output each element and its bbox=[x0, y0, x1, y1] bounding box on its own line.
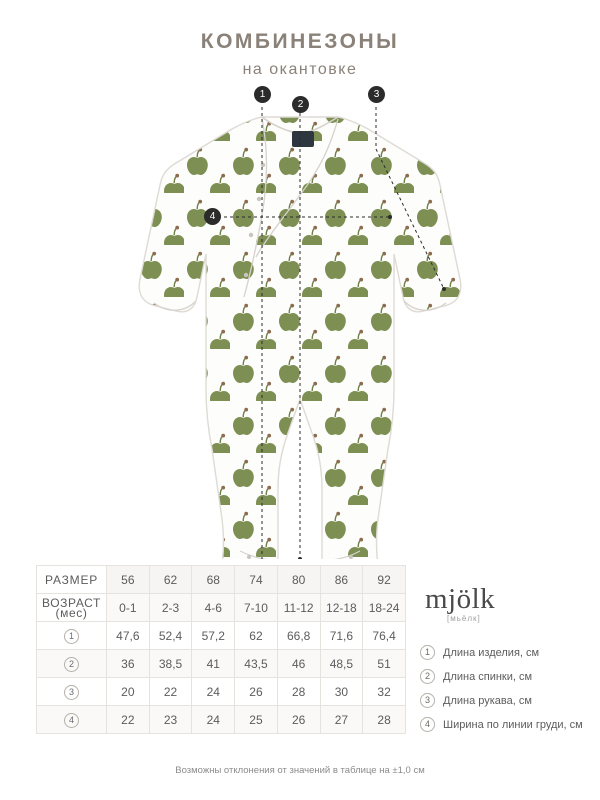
legend bbox=[420, 645, 583, 741]
measure-cell: 20 bbox=[107, 678, 150, 706]
page-title: КОМБИНЕЗОНЫ bbox=[200, 30, 400, 53]
measure-cell: 62 bbox=[235, 622, 278, 650]
brand-logo bbox=[425, 583, 585, 623]
age-cell: 11-12 bbox=[277, 594, 320, 622]
legend-badge: 3 bbox=[420, 693, 435, 708]
row-badge: 2 bbox=[64, 657, 79, 672]
measure-cell: 32 bbox=[363, 678, 406, 706]
measure-cell: 26 bbox=[235, 678, 278, 706]
measure-cell: 25 bbox=[235, 706, 278, 734]
age-label-line1: ВОЗРАСТ bbox=[42, 595, 101, 610]
measure-cell: 47,6 bbox=[107, 622, 150, 650]
size-cell: 74 bbox=[235, 566, 278, 594]
table-row bbox=[37, 650, 406, 678]
measure-cell: 52,4 bbox=[149, 622, 192, 650]
page-subtitle: на окантовке bbox=[242, 61, 358, 78]
legend-item bbox=[420, 645, 583, 660]
size-cell: 62 bbox=[149, 566, 192, 594]
measure-cell: 27 bbox=[320, 706, 363, 734]
row-number bbox=[37, 650, 107, 678]
legend-item bbox=[420, 693, 583, 708]
measure-cell: 46 bbox=[277, 650, 320, 678]
age-cell: 12-18 bbox=[320, 594, 363, 622]
age-cell: 7-10 bbox=[235, 594, 278, 622]
row-number bbox=[37, 622, 107, 650]
legend-label: Ширина по линии груди, см bbox=[443, 718, 583, 731]
measure-cell: 36 bbox=[107, 650, 150, 678]
age-cell: 4-6 bbox=[192, 594, 235, 622]
legend-item bbox=[420, 717, 583, 732]
measure-cell: 22 bbox=[149, 678, 192, 706]
legend-label: Длина спинки, см bbox=[443, 670, 533, 683]
age-cell: 2-3 bbox=[149, 594, 192, 622]
measure-cell: 43,5 bbox=[235, 650, 278, 678]
measure-cell: 28 bbox=[277, 678, 320, 706]
size-cell: 68 bbox=[192, 566, 235, 594]
row-badge: 3 bbox=[64, 685, 79, 700]
romper-drawing bbox=[0, 89, 600, 559]
table-row-size bbox=[37, 566, 406, 594]
measure-cell: 30 bbox=[320, 678, 363, 706]
measure-cell: 38,5 bbox=[149, 650, 192, 678]
size-cell: 80 bbox=[277, 566, 320, 594]
measure-cell: 76,4 bbox=[363, 622, 406, 650]
legend-badge: 1 bbox=[420, 645, 435, 660]
measure-cell: 22 bbox=[107, 706, 150, 734]
measure-cell: 57,2 bbox=[192, 622, 235, 650]
measure-cell: 51 bbox=[363, 650, 406, 678]
measure-cell: 71,6 bbox=[320, 622, 363, 650]
age-label-line2: (мес) bbox=[55, 605, 88, 620]
measure-cell: 48,5 bbox=[320, 650, 363, 678]
legend-label: Длина рукава, см bbox=[443, 694, 532, 707]
footnote: Возможны отклонения от значений в таблице на ±1,0 см bbox=[175, 765, 425, 776]
measure-cell: 28 bbox=[363, 706, 406, 734]
row-badge: 1 bbox=[64, 629, 79, 644]
legend-label: Длина изделия, см bbox=[443, 646, 540, 659]
measure-cell: 24 bbox=[192, 678, 235, 706]
marker-2: 2 bbox=[292, 96, 309, 113]
size-table-wrap bbox=[36, 565, 406, 734]
legend-badge: 4 bbox=[420, 717, 435, 732]
size-row-label: РАЗМЕР bbox=[37, 566, 107, 594]
size-table bbox=[36, 565, 406, 734]
page-header bbox=[0, 0, 600, 79]
brand-name: mjölk bbox=[425, 583, 496, 615]
measure-cell: 26 bbox=[277, 706, 320, 734]
table-row bbox=[37, 622, 406, 650]
age-cell: 18-24 bbox=[363, 594, 406, 622]
legend-item bbox=[420, 669, 583, 684]
garment-illustration bbox=[0, 89, 600, 559]
measure-cell: 41 bbox=[192, 650, 235, 678]
age-cell: 0-1 bbox=[107, 594, 150, 622]
table-row-age bbox=[37, 594, 406, 622]
brand-transliteration: [мьёлк] bbox=[447, 614, 481, 623]
measure-cell: 24 bbox=[192, 706, 235, 734]
measure-cell: 23 bbox=[149, 706, 192, 734]
table-row bbox=[37, 678, 406, 706]
marker-1: 1 bbox=[254, 86, 271, 103]
size-cell: 56 bbox=[107, 566, 150, 594]
row-number bbox=[37, 678, 107, 706]
measure-cell: 66,8 bbox=[277, 622, 320, 650]
row-badge: 4 bbox=[64, 713, 79, 728]
marker-4: 4 bbox=[204, 208, 221, 225]
size-cell: 92 bbox=[363, 566, 406, 594]
table-row bbox=[37, 706, 406, 734]
legend-badge: 2 bbox=[420, 669, 435, 684]
marker-3: 3 bbox=[368, 86, 385, 103]
row-number bbox=[37, 706, 107, 734]
age-row-label bbox=[37, 594, 107, 622]
size-cell: 86 bbox=[320, 566, 363, 594]
